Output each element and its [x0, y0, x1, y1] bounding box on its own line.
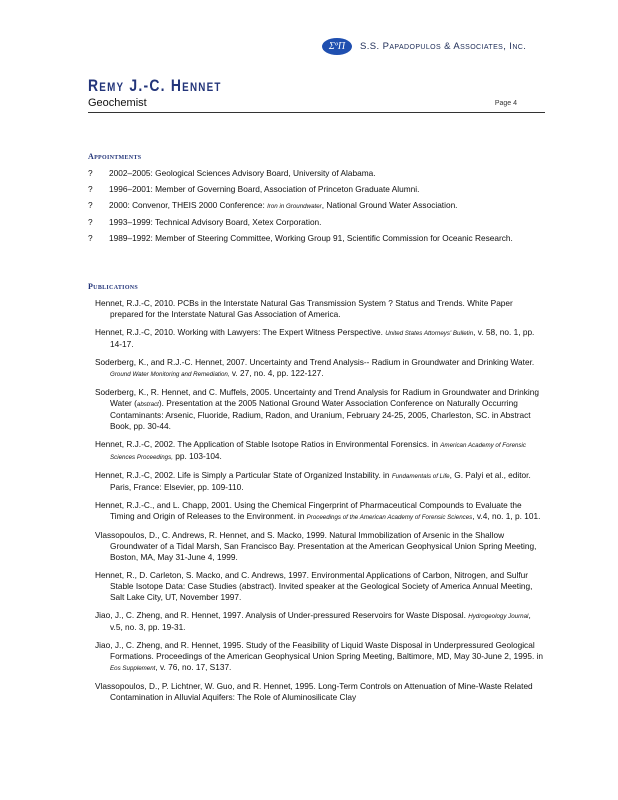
publication-entry: Soderberg, K., and R.J.-C. Hennet, 2007. Uncertainty and Trend Analysis-- Radium in Groundwater and Drinking Water. Ground Water Monitoring and Remediation, v. 27, no. 4, pp. 122-127.: [95, 357, 535, 378]
person-title: Geochemist: [88, 97, 147, 109]
title-rule: [88, 97, 545, 113]
appointment-text: 2002–2005: Geological Sciences Advisory Board, University of Alabama.: [109, 168, 376, 178]
bullet-glyph: ?: [88, 168, 93, 178]
publication-italic: Fundamentals of Life: [391, 473, 450, 480]
publication-entry: Jiao, J., C. Zheng, and R. Hennet, 1997. Analysis of Under-pressured Reservoirs for Waste Disposal. Hydrogeology Journal, v.5, no. 3, pp. 19-31.: [95, 610, 531, 632]
publication-italic: Ground Water Monitoring and Remediation,: [110, 371, 230, 378]
publication-entry: Vlassopoulos, D., P. Lichtner, W. Guo, and R. Hennet, 1995. Long-Term Controls on Attenuation of Mine-Waste Related Contamination in Alluvial Aquifers: The Role of Aluminosilicate Clay: [95, 681, 533, 702]
appointments-list: [88, 168, 545, 249]
letterhead: [322, 38, 526, 55]
publication-entry: Hennet, R.J.-C, 2002. Life is Simply a Particular State of Organized Instability. in Fundamentals of Life, G. Palyi et al., editor. Paris, France: Elsevier, pp. 109-110.: [95, 470, 531, 492]
publication-entry: Hennet, R., D. Carleton, S. Macko, and C. Andrews, 1997. Environmental Applications of Carbon, Nitrogen, and Sulfur Stable Isotope Data: Case Studies (abstract). Invited speaker at the Geological Society of America Annual Meeting, Salt Lake City, UT, November 1997.: [95, 570, 533, 602]
publication-italic: United States Attorneys' Bulletin: [385, 330, 474, 337]
bullet-glyph: ?: [88, 233, 93, 243]
company-logo: ΣºΠ: [322, 38, 352, 55]
appointment-item: [88, 217, 545, 228]
appointment-item: [88, 233, 545, 244]
appointment-text: 2000: Convenor, THEIS 2000 Conference: Iron in Groundwater, National Ground Water Association.: [109, 200, 458, 210]
publication-italic: Eos Supplement: [110, 665, 156, 672]
publication-italic: abstract: [136, 401, 159, 408]
appointment-item: [88, 184, 545, 195]
appointment-italic: Iron in Groundwater: [267, 203, 322, 210]
appointment-text: 1993–1999: Technical Advisory Board, Xetex Corporation.: [109, 217, 322, 227]
company-name: S.S. Papadopulos & Associates, Inc.: [360, 41, 527, 52]
publication-entry: Hennet, R.J.-C, 2010. PCBs in the Interstate Natural Gas Transmission System ? Status and Trends. White Paper prepared for the Interstate Natural Gas Association of America.: [95, 298, 513, 319]
appointments-heading: Appointments: [88, 152, 142, 161]
publication-entry: Soderberg, K., R. Hennet, and C. Muffels, 2005. Uncertainty and Trend Analysis for Radium in Groundwater and Drinking Water (abstract). Presentation at the 2005 National Ground Water Association Conference on Naturally Occurring Contaminants: Arsenic, Fluoride, Radium, Radon, and Uranium, February 24-25, 2005, Charleston, SC. in Abstract Book, pp. 30-44.: [95, 387, 539, 431]
publication-italic: American Academy of Forensic Sciences Proceedings,: [110, 442, 527, 461]
publication-entry: Hennet, R.J.-C, 2002. The Application of Stable Isotope Ratios in Environmental Forensics. in American Academy of Forensic Sciences Proceedings, pp. 103-104.: [95, 439, 527, 461]
publication-entry: Hennet, R.J.-C., and L. Chapp, 2001. Using the Chemical Fingerprint of Pharmaceutical Compounds to Evaluate the Timing and Origin of Releases to the Environment. in Proceedings of the American Academy of Forensic Sciences, v.4, no. 1, p. 101.: [95, 500, 541, 521]
publications-heading: Publications: [88, 282, 139, 291]
page-number: Page 4: [494, 100, 517, 107]
person-name: Remy J.-C. Hennet: [88, 76, 222, 95]
publication-italic: Hydrogeology Journal: [468, 613, 529, 620]
appointment-text: 1996–2001: Member of Governing Board, Association of Princeton Graduate Alumni.: [109, 184, 420, 194]
publication-italic: Proceedings of the American Academy of Forensic Sciences: [306, 514, 473, 521]
publication-entry: Hennet, R.J.-C, 2010. Working with Lawyers: The Expert Witness Perspective. United States Attorneys' Bulletin, v. 58, no. 1, pp. 14-17.: [95, 327, 535, 349]
appointment-text: 1989–1992: Member of Steering Committee, Working Group 91, Scientific Commission for Oceanic Research.: [109, 233, 513, 243]
publication-entry: Jiao, J., C. Zheng, and R. Hennet, 1995. Study of the Feasibility of Liquid Waste Disposal in Underpressured Geological Formations. Proceedings of the American Geophysical Union Spring Meeting, Baltimore, MD, May 30-June 2, 1995. in Eos Supplement, v. 76, no. 17, S137.: [95, 640, 544, 672]
publications-list: [95, 298, 545, 710]
bullet-glyph: ?: [88, 217, 93, 227]
appointment-item: [88, 200, 545, 212]
bullet-glyph: ?: [88, 200, 93, 210]
publication-entry: Vlassopoulos, D., C. Andrews, R. Hennet, and S. Macko, 1999. Natural Immobilization of Arsenic in the Shallow Groundwater of a Tidal Marsh, San Francisco Bay. Presentation at the American Geophysical Union Spring Meeting, Boston, MA, May 31-June 4, 1999.: [95, 530, 537, 562]
appointment-item: [88, 168, 545, 179]
bullet-glyph: ?: [88, 184, 93, 194]
